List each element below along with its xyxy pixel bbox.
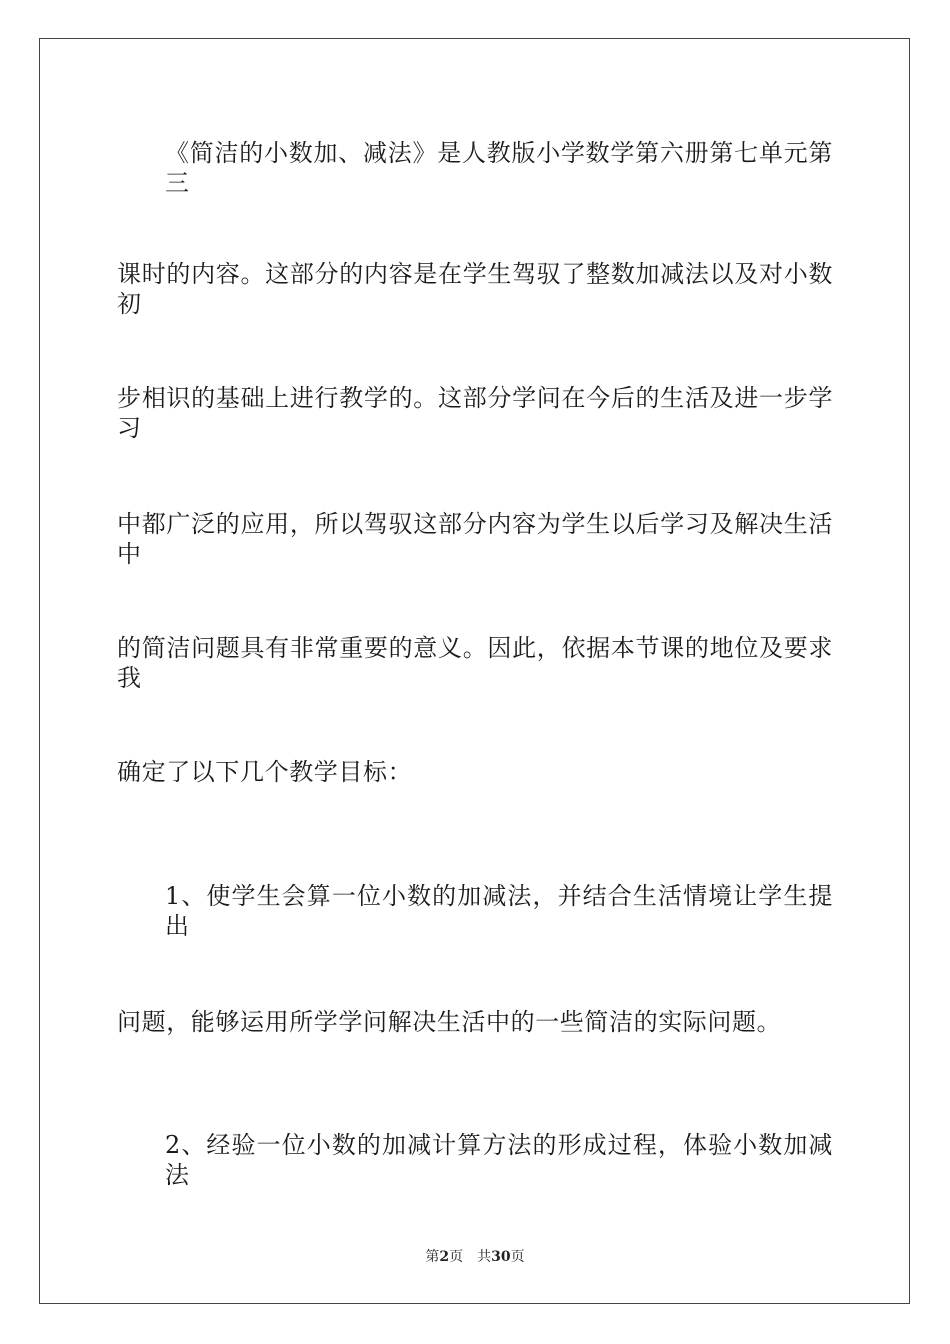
paragraph-2-line-2: 问题，能够运用所学学问解决生活中的一些简洁的实际问题。	[117, 1008, 782, 1036]
page-footer	[0, 1246, 950, 1266]
paragraph-1-line-6: 确定了以下几个教学目标：	[117, 758, 413, 786]
footer-page-number: 2	[439, 1249, 450, 1265]
paragraph-2-line-1: 1、使学生会算一位小数的加减法，并结合生活情境让学生提出	[165, 882, 833, 940]
paragraph-1-line-1: 《简洁的小数加、减法》是人教版小学数学第六册第七单元第三	[165, 139, 833, 197]
footer-total-prefix: 共	[477, 1249, 492, 1265]
paragraph-1-line-4: 中都广泛的应用，所以驾驭这部分内容为学生以后学习及解决生活中	[117, 510, 833, 568]
paragraph-1-line-2: 课时的内容。这部分的内容是在学生驾驭了整数加减法以及对小数初	[117, 260, 833, 318]
paragraph-1-line-3: 步相识的基础上进行教学的。这部分学问在今后的生活及进一步学习	[117, 384, 833, 442]
page-frame	[39, 38, 910, 1304]
footer-page-prefix: 第	[425, 1249, 440, 1265]
footer-total-pages: 30	[491, 1249, 511, 1265]
footer-page-suffix: 页	[449, 1249, 464, 1265]
paragraph-1-line-5: 的简洁问题具有非常重要的意义。因此，依据本节课的地位及要求我	[117, 634, 833, 692]
footer-total-suffix: 页	[510, 1249, 525, 1265]
paragraph-3-line-1: 2、经验一位小数的加减计算方法的形成过程，体验小数加减法	[165, 1131, 833, 1189]
